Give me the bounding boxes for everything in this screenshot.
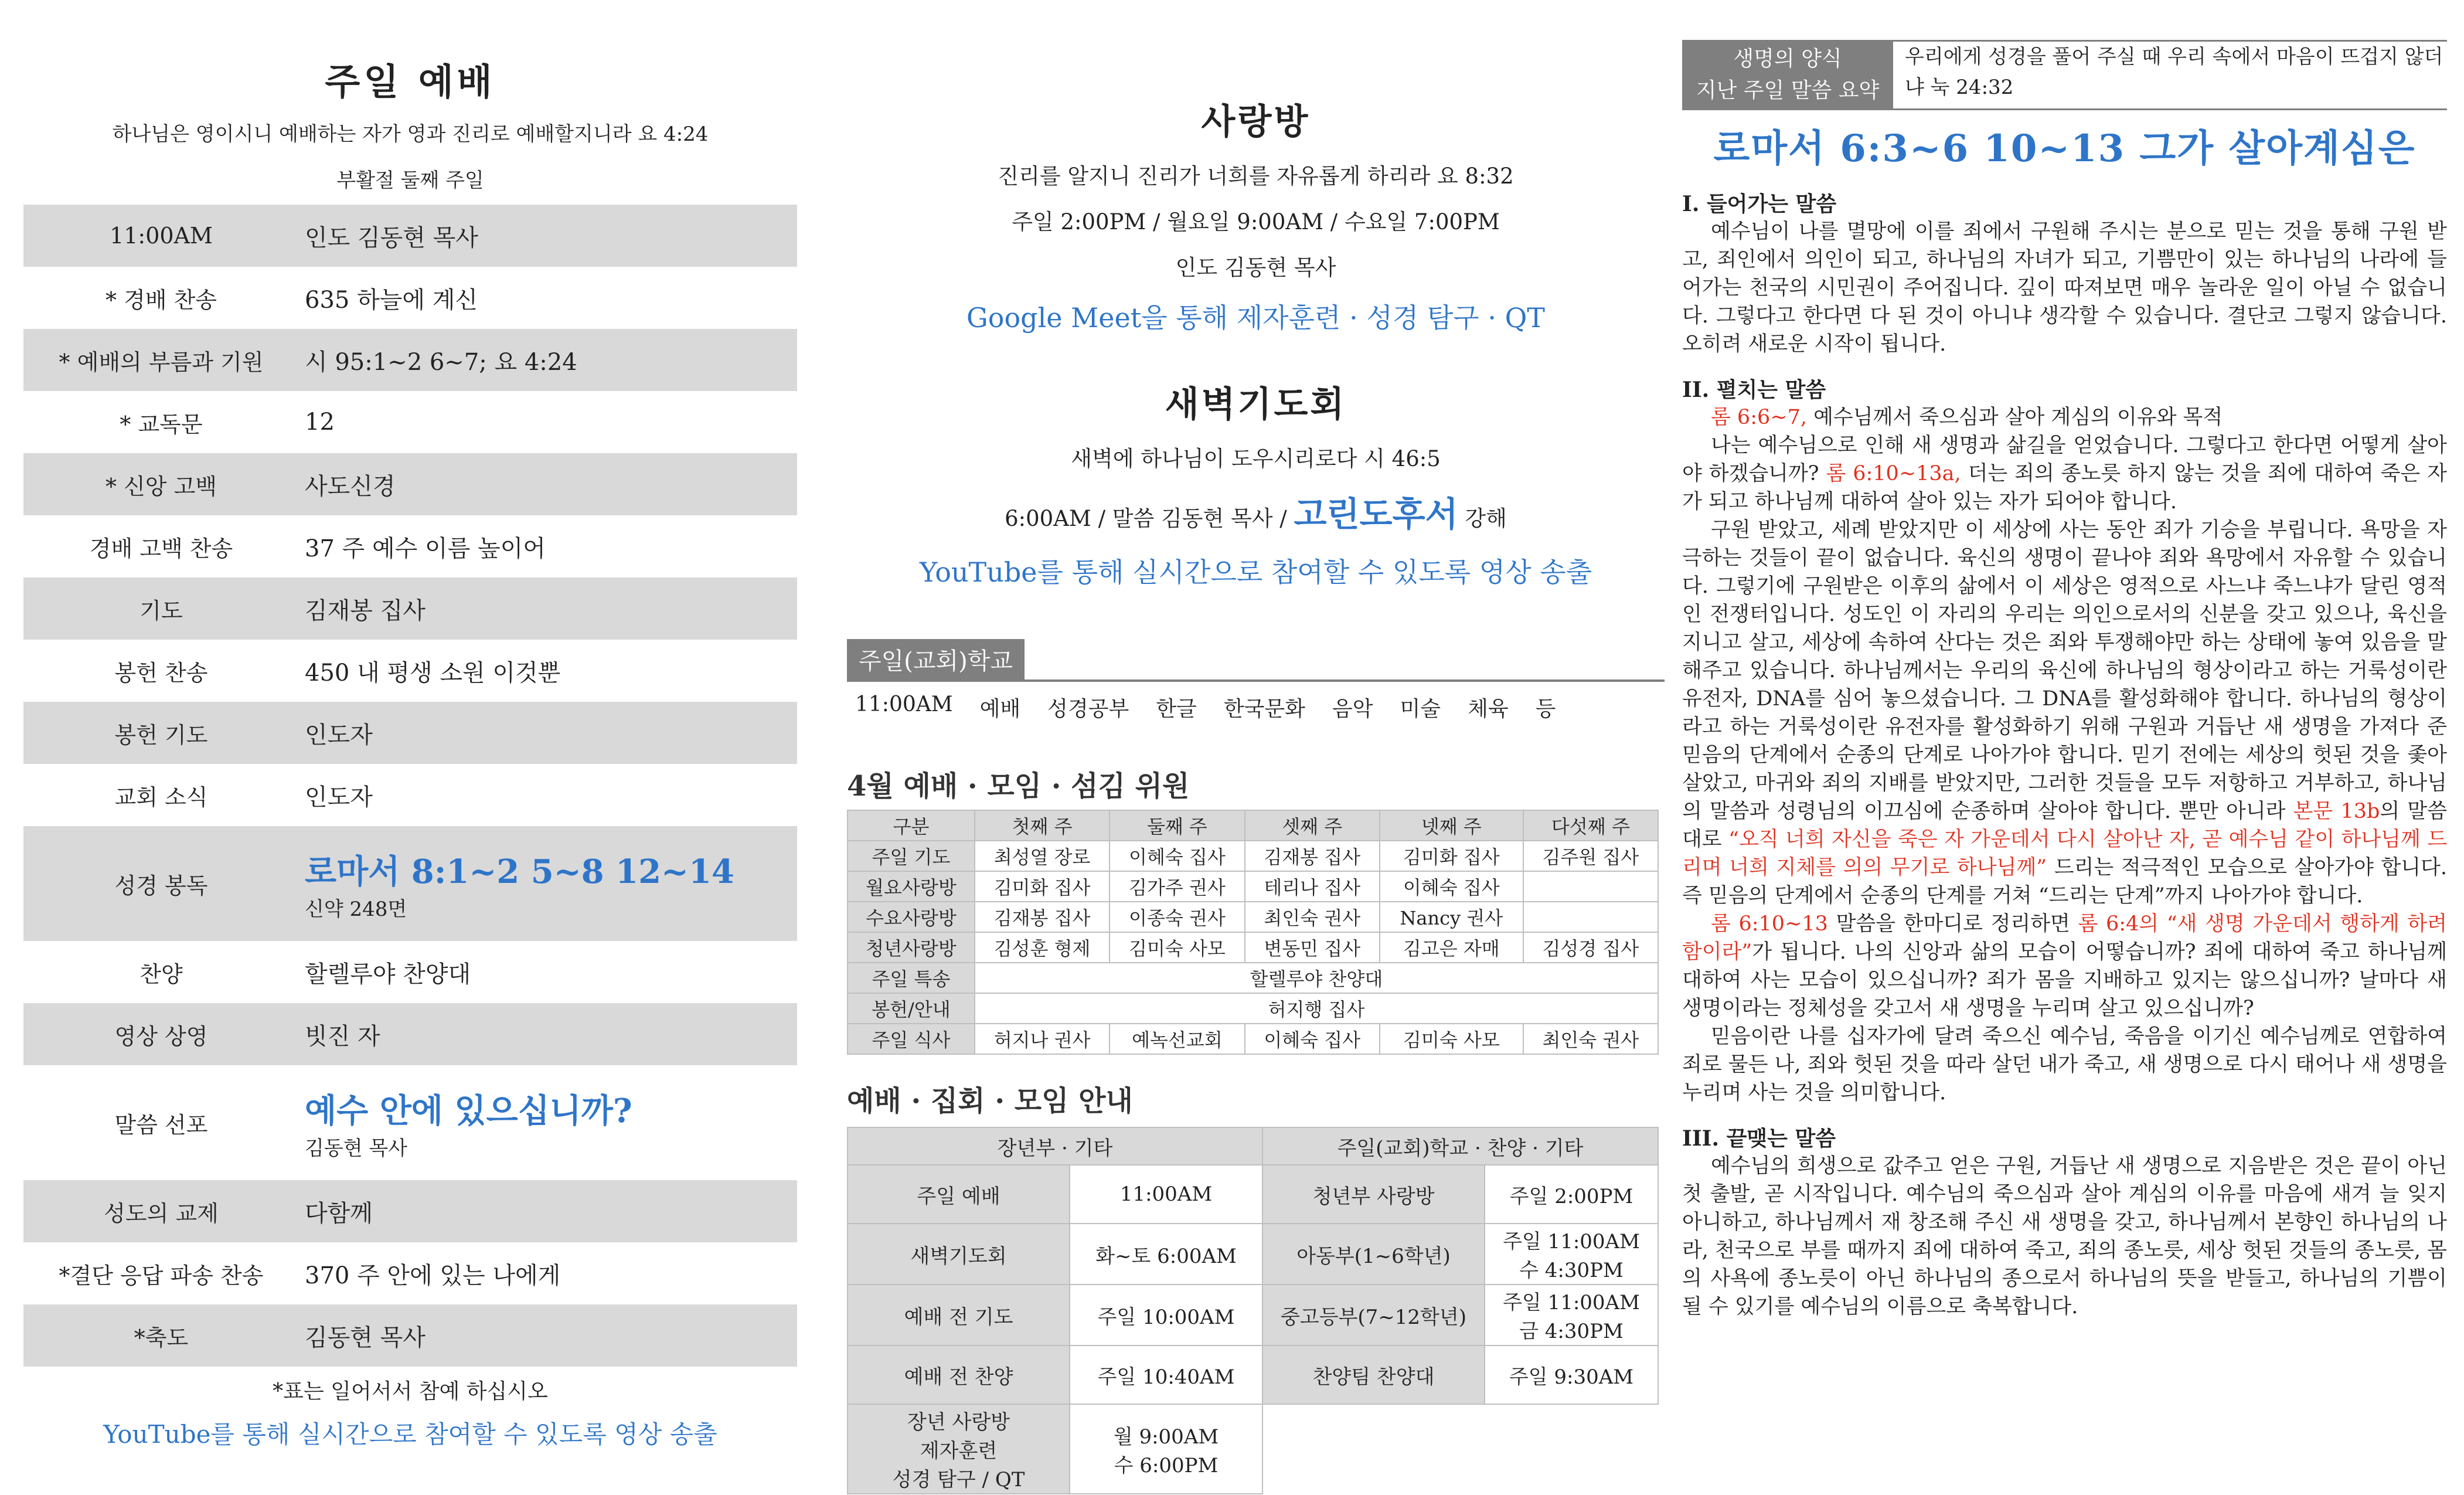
table-cell — [1485, 1285, 1658, 1346]
row-header: 수요사랑방 — [848, 902, 975, 932]
order-row — [23, 515, 797, 577]
order-key: 봉헌 기도 — [114, 722, 208, 748]
table-row — [848, 1224, 1658, 1285]
dawn-prayer-time — [847, 487, 1665, 536]
school-item: 등 — [1535, 697, 1556, 721]
worship-sunday-name: 부활절 둘째 주일 — [336, 169, 484, 192]
roster-title: 4월 예배 · 모임 · 섬김 위원 — [847, 770, 1190, 803]
school-item: 미술 — [1400, 697, 1441, 721]
table-cell: 허지행 집사 — [975, 993, 1658, 1024]
section-heading: I. 들어가는 말씀 — [1682, 192, 1837, 216]
order-row — [23, 640, 797, 702]
sermon-title: 예수 안에 있으십니까? — [305, 1091, 632, 1130]
table-header-row — [848, 810, 1658, 841]
table-cell: 김주원 집사 — [1523, 841, 1658, 871]
order-row — [23, 702, 797, 764]
order-value: 370 주 안에 있는 나에게 — [305, 1262, 561, 1289]
column-header: 장년부 · 기타 — [848, 1127, 1262, 1165]
order-key: *축도 — [134, 1324, 189, 1351]
order-row — [23, 764, 797, 826]
order-key: 경배 고백 찬송 — [89, 535, 233, 562]
table-cell: 찬양팀 찬양대 — [1262, 1346, 1485, 1404]
table-cell: 예녹선교회 — [1110, 1024, 1244, 1054]
order-value — [299, 1085, 797, 1161]
school-item: 한국문화 — [1223, 697, 1305, 721]
order-row — [23, 1304, 797, 1367]
text-run: 예수님께서 죽으심과 살아 계심의 이유와 목적 — [1806, 406, 2223, 429]
row-header: 봉헌/안내 — [848, 993, 975, 1024]
table-row — [848, 1285, 1658, 1346]
scripture-ref: 롬 6:10~13 — [1711, 912, 1828, 936]
order-key: * 경배 찬송 — [105, 287, 217, 313]
standing-note: *표는 일어서서 참예 하십시오 — [273, 1380, 548, 1404]
order-row — [23, 205, 797, 267]
order-value: 사도신경 — [305, 473, 396, 500]
table-row — [848, 841, 1658, 871]
order-key: 성경 봉독 — [114, 872, 208, 899]
table-row — [848, 1404, 1658, 1494]
order-value: 450 내 평생 소원 이것뿐 — [305, 659, 561, 687]
summary-title: 로마서 6:3~6 10~13 그가 살아계심은 — [1713, 127, 2416, 171]
table-cell: 주일 10:00AM — [1070, 1285, 1262, 1346]
table-cell: 이혜숙 집사 — [1245, 1024, 1380, 1054]
column-header: 주일(교회)학교 · 찬양 · 기타 — [1262, 1127, 1658, 1165]
order-row — [23, 941, 797, 1003]
table-cell: 김성경 집사 — [1523, 932, 1658, 963]
table-row — [848, 993, 1658, 1024]
summary-tag-line2: 지난 주일 말씀 요약 — [1696, 79, 1880, 103]
guide-line: 장년 사랑방 — [907, 1411, 1010, 1434]
column-header: 넷째 주 — [1380, 810, 1523, 841]
text-run: 드리는 적극적인 모습으로 살아가야 합니다. 즉 믿음의 단계에서 순종의 단계를 거쳐 “드리는 단계”까지 나아가야 합니다. — [1682, 856, 2447, 908]
table-cell: 김가주 권사 — [1110, 871, 1244, 902]
scripture-ref: 롬 6:10~13a, — [1826, 462, 1961, 485]
text-run: 가 됩니다. 나의 신앙과 삶의 모습이 어떻습니까? 죄에 대하여 죽고 하나님께 대하여 사는 모습이 있으십니까? 죄가 몸을 지배하고 있지는 않으십니까? 날마다 새 생명이라는 정체성을 갖고서 새 생명을 누리며 살고 있으십니까? — [1682, 940, 2447, 1020]
order-row — [23, 577, 797, 640]
school-tag: 주일(교회)학교 — [847, 639, 1025, 679]
table-row — [848, 963, 1658, 993]
worship-column — [23, 0, 797, 1495]
table-cell: 예배 전 찬양 — [848, 1346, 1070, 1404]
order-value: 12 — [305, 409, 335, 436]
scripture-reading: 로마서 8:1~2 5~8 12~14 — [305, 852, 734, 891]
section-heading: III. 끝맺는 말씀 — [1682, 1126, 1836, 1151]
table-cell: 주일 2:00PM — [1485, 1165, 1658, 1224]
guide-line: 성경 탐구 / QT — [892, 1468, 1025, 1491]
table-cell: 이혜숙 집사 — [1380, 871, 1523, 902]
table-cell: 중고등부(7~12학년) — [1262, 1285, 1485, 1346]
guide-title: 예배 · 집회 · 모임 안내 — [847, 1085, 1133, 1117]
column-header: 둘째 주 — [1110, 810, 1244, 841]
table-cell: 주일 10:40AM — [1070, 1346, 1262, 1404]
table-cell: 주일 9:30AM — [1485, 1346, 1658, 1404]
school-item: 11:00AM — [855, 692, 953, 716]
schedule-line: 주일 11:00AM — [1503, 1230, 1640, 1253]
sarangbang-times: 주일 2:00PM / 월요일 9:00AM / 수요일 7:00PM — [1012, 209, 1500, 235]
table-row — [848, 932, 1658, 963]
order-key: 교회 소식 — [114, 784, 208, 810]
order-value: 김동현 목사 — [305, 1324, 426, 1351]
paragraph — [1682, 516, 2447, 910]
column-header: 다섯째 주 — [1523, 810, 1658, 841]
guide-table — [847, 1127, 1659, 1494]
table-cell: 김미화 집사 — [975, 871, 1110, 902]
order-row — [23, 1003, 797, 1065]
sermon-preacher: 김동현 목사 — [305, 1136, 408, 1160]
order-value: 인도 김동현 목사 — [305, 224, 478, 252]
schedule-line: 월 9:00AM — [1113, 1425, 1219, 1449]
paragraph — [1682, 431, 2447, 516]
sarangbang-verse: 진리를 알지니 진리가 너희를 자유롭게 하리라 요 8:32 — [998, 164, 1514, 189]
order-value: 37 주 예수 이름 높이어 — [305, 535, 546, 562]
row-header: 주일 특송 — [848, 963, 975, 993]
table-cell: 할렐루야 찬양대 — [975, 963, 1658, 993]
table-cell — [1523, 902, 1658, 932]
table-cell: 이혜숙 집사 — [1110, 841, 1244, 871]
table-cell: 김고은 자매 — [1380, 932, 1523, 963]
table-cell: 예배 전 기도 — [848, 1285, 1070, 1346]
table-cell: 변동민 집사 — [1245, 932, 1380, 963]
sarangbang-leader: 인도 김동현 목사 — [1175, 255, 1336, 280]
table-row — [848, 1024, 1658, 1054]
table-cell: 최인숙 권사 — [1245, 902, 1380, 932]
order-of-worship — [23, 205, 797, 1367]
order-value: 인도자 — [305, 721, 373, 749]
order-value: 다함께 — [305, 1200, 373, 1227]
order-value: 635 하늘에 계신 — [305, 286, 478, 314]
text-run: 말씀을 한마디로 정리하면 — [1827, 912, 2078, 936]
order-value: 빗진 자 — [305, 1022, 380, 1050]
dawn-time-suffix: 강해 — [1465, 506, 1507, 531]
order-key: 기도 — [139, 597, 183, 624]
school-section — [847, 639, 1665, 722]
order-row — [23, 267, 797, 329]
worship-title: 주일 예배 — [325, 60, 496, 103]
order-row — [23, 1242, 797, 1304]
table-cell: 아동부(1~6학년) — [1262, 1224, 1485, 1285]
dawn-time-prefix: 6:00AM / 말씀 김동현 목사 / — [1005, 506, 1287, 531]
row-header: 주일 기도 — [848, 841, 975, 871]
table-cell: 이종숙 권사 — [1110, 902, 1244, 932]
worship-verse: 하나님은 영이시니 예배하는 자가 영과 진리로 예배할지니라 요 4:24 — [112, 123, 709, 146]
scripture-quote: 롬 6:4의 “새 생명 가운데서 행하게 하려 함이라” — [1682, 912, 2447, 964]
section-heading: II. 펼치는 말씀 — [1682, 378, 1826, 402]
empty-cell — [1262, 1404, 1658, 1494]
table-cell — [1070, 1404, 1262, 1494]
order-key: * 신앙 고백 — [105, 473, 217, 500]
order-row-sermon — [23, 1065, 797, 1180]
table-cell: 주일 예배 — [848, 1165, 1070, 1224]
dawn-book: 고린도후서 — [1294, 494, 1458, 534]
table-cell: 김재봉 집사 — [975, 902, 1110, 932]
schedule-line: 수 6:00PM — [1114, 1453, 1219, 1477]
order-value — [299, 846, 797, 922]
school-items — [847, 692, 1665, 722]
column-header: 구분 — [848, 810, 975, 841]
table-cell: 테리나 집사 — [1245, 871, 1380, 902]
table-cell: 새벽기도회 — [848, 1224, 1070, 1285]
divider — [847, 679, 1665, 682]
order-value: 인도자 — [305, 783, 373, 811]
column-header: 첫째 주 — [975, 810, 1110, 841]
guide-line: 제자훈련 — [920, 1439, 998, 1463]
order-key: 영상 상영 — [114, 1023, 208, 1049]
order-row — [23, 391, 797, 453]
table-cell — [848, 1404, 1070, 1494]
table-cell — [1523, 871, 1658, 902]
scripture-ref: 본문 13b — [2293, 800, 2380, 823]
order-key: 11:00AM — [110, 223, 213, 249]
summary-tag-line1: 생명의 양식 — [1733, 47, 1842, 71]
school-item: 한글 — [1156, 697, 1197, 721]
row-header: 청년사랑방 — [848, 932, 975, 963]
school-item: 예배 — [979, 697, 1021, 721]
schedule-line: 수 4:30PM — [1519, 1259, 1624, 1282]
scripture-quote: “오직 너희 자신을 죽은 자 가운데서 다시 살아난 자, 곧 예수님 같이 하나님께 드리며 너희 지체를 의의 무기로 하나님께” — [1682, 828, 2448, 879]
schedule-line: 금 4:30PM — [1519, 1320, 1624, 1343]
table-row — [848, 902, 1658, 932]
sarangbang-title: 사랑방 — [1201, 101, 1311, 142]
youtube-notice: YouTube를 통해 실시간으로 참여할 수 있도록 영상 송출 — [103, 1420, 717, 1449]
text-run: 구원 받았고, 세례 받았지만 이 세상에 사는 동안 죄가 기승을 부립니다. 욕망을 자극하는 것들이 끝이 없습니다. 육신의 생명이 끝나야 죄와 욕망에서 자유할 수 있습니다. 그렇기에 구원받은 이후의 삶에서 이 세상은 영적으로 사느냐 죽느냐가 달린 영적인 전쟁터입니다. 성도인 이 자리의 우리는 의인으로서의 신분을 갖고 있으나, 육신을 지니고 살고, 세상에 속하여 산다는 것은 죄와 투쟁해야만 하는 상태에 놓여 있음을 말해주고 있습니다. 하나님께서는 우리의 육신에 하나님의 형상이라고 하는 거룩성이란 유전자, DNA를 심어 놓으셨습니다. 그 DNA를 활성화해야 합니다. 하나님의 형상이라고 하는 거룩성이란 유전자를 활성화하기 위해 구원과 거듭난 새 생명을 가져다 준 믿음의 단계에서 순종의 단계로 나아가야 합니다. 믿기 전에는 세상의 헛된 것을 좇아 살았고, 마귀와 죄의 지배를 받았지만, 그러한 것들을 모두 저항하고 거부하고, 하나님의 말씀과 성령님의 이끄심에 순종하며 살아야 합니다. 뿐만 아니라 — [1682, 518, 2447, 823]
paragraph — [1682, 403, 2447, 431]
sermon-summary-column — [1682, 0, 2447, 1495]
dawn-prayer-title: 새벽기도회 — [1165, 384, 1347, 425]
summary-quote: 우리에게 성경을 풀어 주실 때 우리 속에서 마음이 뜨겁지 않더냐 눅 24:32 — [1893, 40, 2447, 110]
table-cell: 김미숙 사모 — [1110, 932, 1244, 963]
sarangbang-online: Google Meet을 통해 제자훈련 · 성경 탐구 · QT — [966, 302, 1545, 334]
order-key: *결단 응답 파송 찬송 — [59, 1262, 264, 1289]
column-header: 셋째 주 — [1245, 810, 1380, 841]
summary-tag — [1682, 40, 1893, 110]
table-row — [848, 1165, 1658, 1224]
scripture-page: 신약 248면 — [305, 897, 407, 921]
table-cell: Nancy 권사 — [1380, 902, 1523, 932]
row-header: 주일 식사 — [848, 1024, 975, 1054]
order-key: 성도의 교제 — [104, 1200, 219, 1226]
table-cell: 청년부 사랑방 — [1262, 1165, 1485, 1224]
order-row — [23, 453, 797, 515]
roster-table — [847, 810, 1659, 1055]
table-header-row — [848, 1127, 1658, 1165]
dawn-youtube-notice: YouTube를 통해 실시간으로 참여할 수 있도록 영상 송출 — [919, 556, 1592, 588]
paragraph — [1682, 910, 2447, 1022]
table-cell: 허지나 권사 — [975, 1024, 1110, 1054]
table-cell: 11:00AM — [1070, 1165, 1262, 1224]
paragraph: 예수님의 희생으로 값주고 얻은 구원, 거듭난 새 생명으로 지음받은 것은 끝이 아닌 첫 출발, 곧 시작입니다. 예수님의 죽으심과 살아 계심의 이유를 마음에 새겨 늘 잊지 아니하고, 하나님께서 재 창조해 주신 새 생명을 갖고, 하나님께서 본향인 하나님의 나라, 천국으로 부를 때까지 죄에 대하여 죽고, 죄의 종노릇, 세상 헛된 것들의 종노릇, 몸의 사욕에 종노릇이 아닌 하나님의 종으로서 하나님의 뜻을 받들고, 하나님의 기쁨이 될 수 있기를 예수님의 이름으로 축복합니다. — [1682, 1154, 2447, 1319]
table-cell: 김미숙 사모 — [1380, 1024, 1523, 1054]
order-row-reading — [23, 826, 797, 941]
order-value: 김재봉 집사 — [305, 597, 426, 624]
scripture-ref: 롬 6:6~7, — [1711, 406, 1807, 429]
order-key: * 예배의 부름과 기원 — [59, 349, 264, 375]
schedule-line: 주일 11:00AM — [1503, 1291, 1640, 1314]
text-run: 의 말씀대로 — [1682, 800, 2448, 851]
order-value: 시 95:1~2 6~7; 요 4:24 — [305, 348, 577, 376]
order-key: 말씀 선포 — [114, 1112, 208, 1138]
order-value: 할렐루야 찬양대 — [305, 960, 471, 988]
order-row — [23, 329, 797, 391]
text-run: 더는 죄의 종노릇 하지 않는 것을 죄에 대하여 죽은 자가 되고 하나님께 대하여 살아 있는 자가 되어야 합니다. — [1682, 462, 2447, 514]
table-row — [848, 1346, 1658, 1404]
table-cell: 최성열 장로 — [975, 841, 1110, 871]
table-cell: 김미화 집사 — [1380, 841, 1523, 871]
order-key: 찬양 — [139, 961, 183, 987]
order-key: 봉헌 찬송 — [114, 660, 208, 686]
table-row — [848, 871, 1658, 902]
text-run: 나는 예수님으로 인해 새 생명과 삶길을 얻었습니다. 그렇다고 한다면 어떻게 살아야 하겠습니까? — [1682, 434, 2447, 485]
paragraph: 예수님이 나를 멸망에 이를 죄에서 구원해 주시는 분으로 믿는 것을 통해 구원 받고, 죄인에서 의인이 되고, 하나님의 자녀가 되고, 기쁨만이 있는 하나님의 나라에 들어가는 천국의 시민권이 주어집니다. 깊이 따져보면 매우 놀라운 일이 아닐 수 없습니다. 그렇다고 한다면 다 된 것이 아니냐 생각할 수 있습니다. 결단코 그렇지 않습니다. 오히려 새로운 시작이 됩니다. — [1682, 220, 2447, 356]
table-cell — [1485, 1224, 1658, 1285]
school-item: 체육 — [1468, 697, 1509, 721]
row-header: 월요사랑방 — [848, 871, 975, 902]
school-item: 음악 — [1332, 697, 1373, 721]
table-cell: 김재봉 집사 — [1245, 841, 1380, 871]
school-item: 성경공부 — [1047, 697, 1129, 721]
dawn-prayer-verse: 새벽에 하나님이 도우시리로다 시 46:5 — [1071, 446, 1441, 471]
middle-column — [847, 0, 1665, 1495]
table-cell: 화~토 6:00AM — [1070, 1224, 1262, 1285]
table-cell: 김성훈 형제 — [975, 932, 1110, 963]
summary-header — [1682, 40, 2447, 110]
table-cell: 최인숙 권사 — [1523, 1024, 1658, 1054]
order-row — [23, 1180, 797, 1242]
paragraph: 믿음이란 나를 십자가에 달려 죽으신 예수님, 죽음을 이기신 예수님께로 연합하여 죄로 물든 나, 죄와 헛된 것을 따라 살던 내가 죽고, 새 생명으로 다시 태어나 새 생명을 누리며 사는 것을 의미합니다. — [1682, 1025, 2447, 1105]
order-key: * 교독문 — [120, 411, 203, 437]
